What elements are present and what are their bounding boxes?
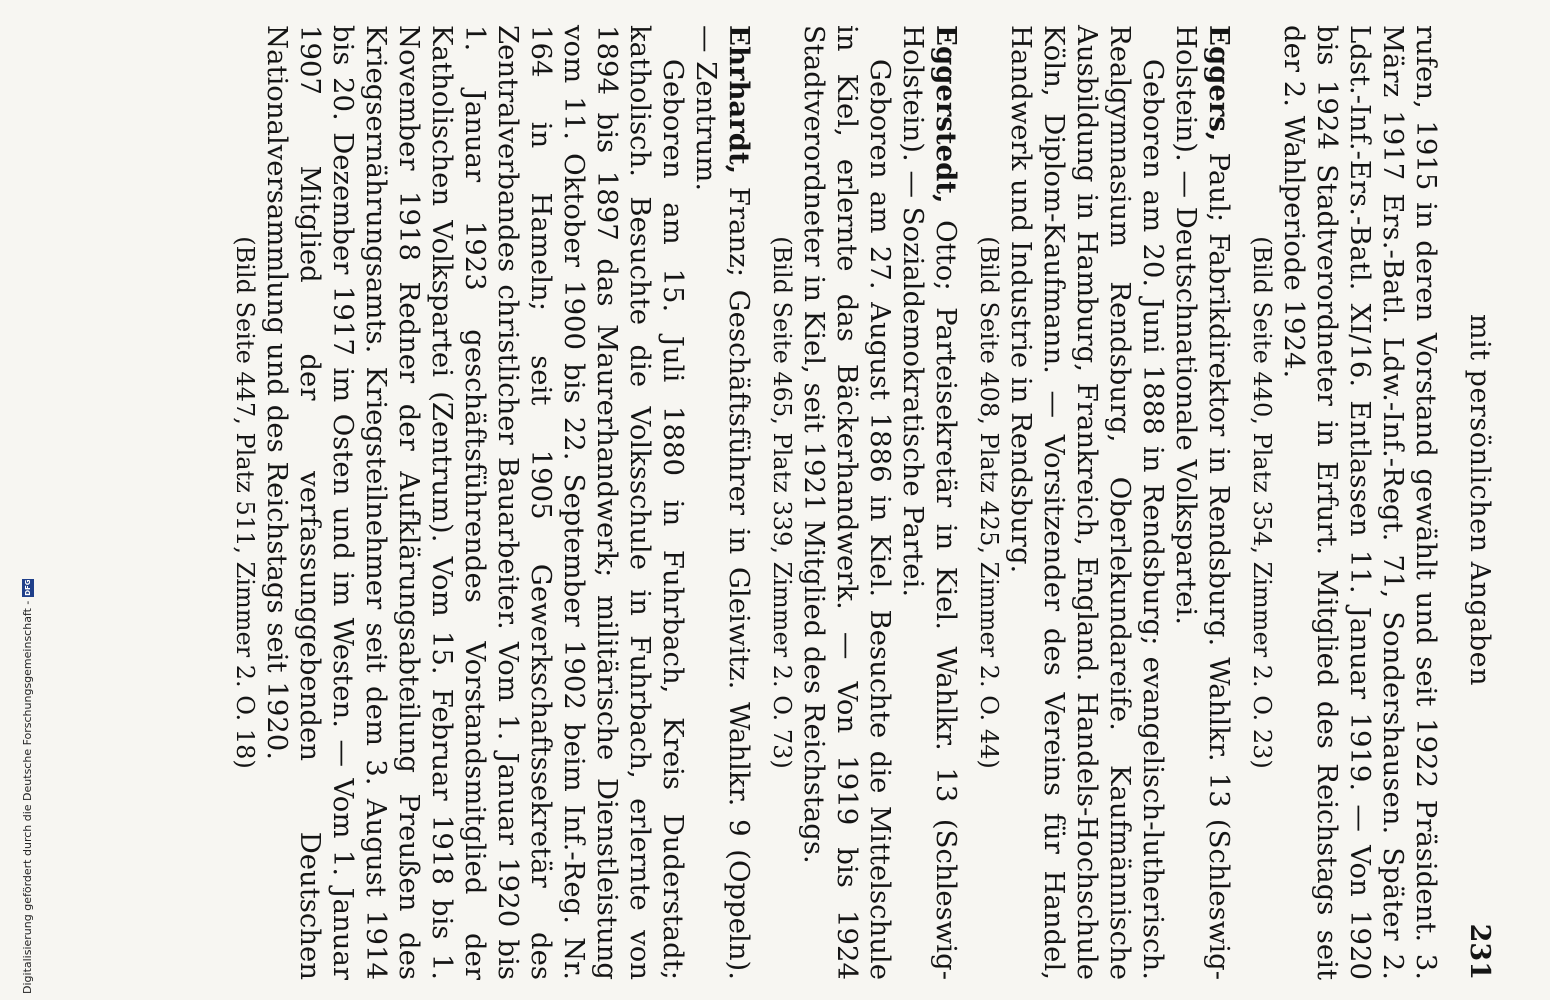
page-header: [1455, 20, 1495, 980]
entry-intro: Otto; Parteisekretär in Kiel. Wahlkr. 13 (Schleswig-Holstein). — Sozialdemokratische Partei.: [897, 25, 962, 980]
entry-heading: [896, 25, 962, 980]
entry-paragraph: Geboren am 20. Juni 1888 in Rendsburg; evangelisch-lutherisch. Realgymnasium Rendsburg, Oberlekundareife. Kaufmännische Ausbildung in Hamburg, Frankreich, England. Handels-Hochschule Köln, Diplom-Kaufmann. — Vorsitzender des Vereins für Handel, Handwerk und Industrie in Rendsburg.: [1005, 25, 1169, 980]
picture-reference: (Bild Seite 408, Platz 425, Zimmer 2. O. 44): [975, 236, 1003, 769]
entry-eggerstedt: [767, 25, 962, 980]
digitization-credit: [18, 14, 38, 994]
entry-name: Eggers,: [1203, 25, 1235, 142]
entry-paragraph: rufen, 1915 in deren Vorstand gewählt und seit 1922 Präsident. 3. März 1917 Ers.-Batl. Ldw.-Inf.-Regt. 71, Sondershausen. Später 2. Ldst.-Inf.-Ers.-Batl. XI/16. Entlassen 11. Januar 1919. — Von 1920 bis 1924 Stadtverordneter in Erfurt. Mitglied des Reichstags seit der 2. Wahlperiode 1924.: [1278, 25, 1442, 980]
entry-ehrhardt: [230, 25, 755, 980]
entry-paragraph: Geboren am 15. Juli 1880 in Fuhrbach, Kreis Duderstadt; katholisch. Besuchte die Volksschule in Fuhrbach, erlernte von 1894 bis 1897 das Maurerhandwerk; militärische Dienstleistung vom 11. Oktober 1900 bis 22. September 1902 beim Inf.-Reg. Nr. 164 in Hameln; seit 1905 Gewerkschaftssekretär des Zentralverbandes christlicher Bauarbeiter. Vom 1. Januar 1920 bis 1. Januar 1923 geschäftsführendes Vorstandsmitglied der Katholischen Volkspartei (Zentrum). Vom 15. Februar 1918 bis 1. November 1918 Redner der Aufklärungsabteilung Preußen des Kriegsernährungsamts. Kriegsteilnehmer seit dem 3. August 1914 bis 20. Dezember 1917 im Osten und im Westen. — Vom 1. Januar 1907 Mitglied der verfassunggebenden Deutschen Nationalversammlung und des Reichstags seit 1920.: [261, 25, 689, 980]
entry-eggers: [974, 25, 1235, 980]
entry-continuation: [1247, 25, 1442, 980]
entry-paragraph: Geboren am 27. August 1886 in Kiel. Besuchte die Mittelschule in Kiel, erlernte das Bäckerhandwerk. — Von 1919 bis 1924 Stadtverordneter in Kiel, seit 1921 Mitglied des Reichstags.: [798, 25, 896, 980]
entry-name: Eggerstedt,: [930, 25, 962, 204]
entry-heading: [1169, 25, 1235, 980]
entry-heading: [689, 25, 755, 980]
picture-reference: (Bild Seite 447, Platz 511, Zimmer 2. O. 18): [231, 236, 259, 769]
entry-intro: Franz; Geschäftsführer in Gleiwitz. Wahlkr. 9 (Oppeln). — Zentrum.: [690, 25, 755, 980]
dfg-logo: DFG: [24, 579, 32, 596]
running-head: mit persönlichen Angaben: [1464, 314, 1495, 686]
picture-reference: (Bild Seite 440, Platz 354, Zimmer 2. O. 23): [1248, 236, 1276, 769]
entry-name: Ehrhardt,: [723, 25, 755, 175]
picture-reference: (Bild Seite 465, Platz 339, Zimmer 2. O. 73): [768, 236, 796, 769]
text-body: [230, 25, 1442, 980]
credit-text: Digitalisierung gefördert durch die Deutsche Forschungsgemeinschaft -: [21, 600, 34, 994]
page-number: 231: [1464, 923, 1495, 980]
entry-intro: Paul; Fabrikdirektor in Rendsburg. Wahlkr. 13 (Schleswig-Holstein). — Deutschnationale Volkspartei.: [1170, 25, 1235, 980]
